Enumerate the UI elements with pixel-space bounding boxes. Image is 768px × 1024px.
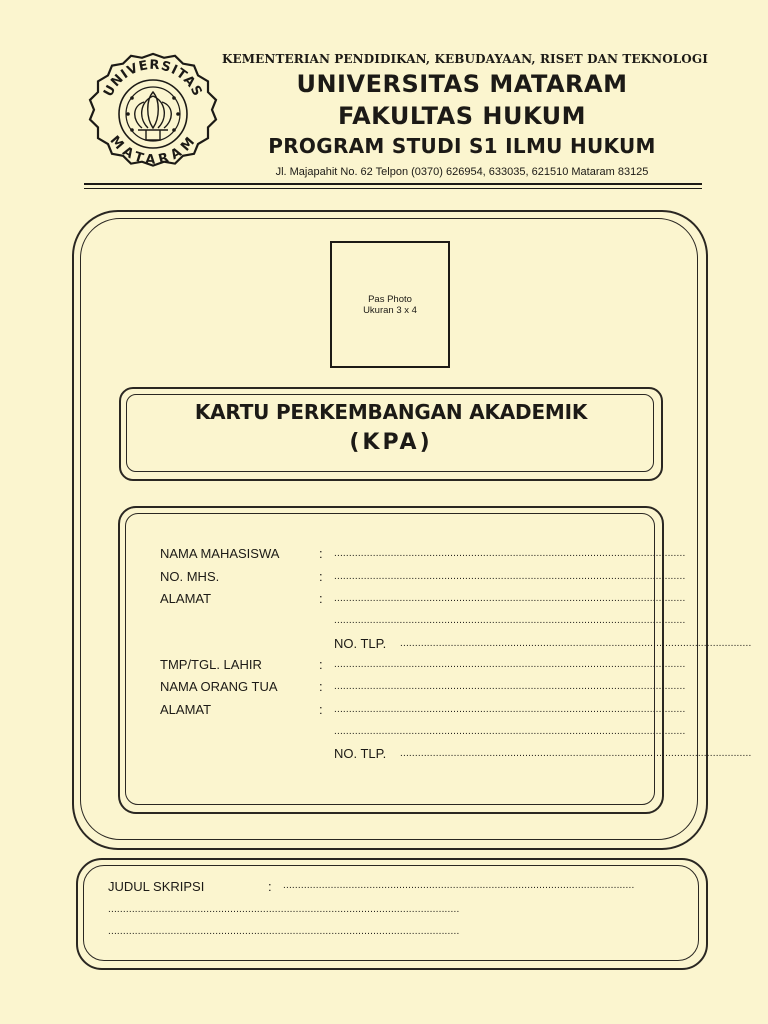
photo-label: Pas Photo (368, 294, 412, 305)
thesis-title-input[interactable]: ...................................................................................................................... (283, 880, 635, 891)
photo-size-label: Ukuran 3 x 4 (363, 305, 417, 316)
university-seal-icon (86, 52, 220, 172)
photo-box[interactable] (330, 241, 450, 368)
ministry-name: KEMENTERIAN PENDIDIKAN, KEBUDAYAAN, RISET DAN TEKNOLOGI (222, 52, 708, 66)
field-colon: : (319, 679, 323, 694)
field-input-tmp-tgl-lahir[interactable]: ...................................................................................................................... (334, 659, 686, 670)
card-title: KARTU PERKEMBANGAN AKADEMIK (194, 400, 588, 424)
thesis-title-label: JUDUL SKRIPSI (108, 879, 205, 894)
field-label-no-mhs: NO. MHS. (160, 569, 220, 584)
logo-text-bottom: MATARAM (106, 133, 200, 168)
field-input-alamat-orang-tua-line2[interactable]: ...................................................................................................................... (334, 726, 686, 737)
field-label-tmp-tgl-lahir: TMP/TGL. LAHIR (160, 657, 262, 672)
university-logo (86, 52, 220, 172)
field-label-no-tlp-orang-tua: NO. TLP. (334, 746, 387, 761)
field-input-no-tlp[interactable]: ...................................................................................................................... (400, 638, 752, 649)
field-colon: : (319, 657, 323, 672)
field-label-nama-mahasiswa: NAMA MAHASISWA (160, 546, 280, 561)
field-input-no-mhs[interactable]: ...................................................................................................................... (334, 571, 686, 582)
header-rule-thin (84, 188, 702, 189)
field-label-nama-orang-tua: NAMA ORANG TUA (160, 679, 278, 694)
field-input-alamat-orang-tua[interactable]: ...................................................................................................................... (334, 704, 686, 715)
field-input-no-tlp-orang-tua[interactable]: ...................................................................................................................... (400, 748, 752, 759)
field-label-alamat: ALAMAT (160, 591, 212, 606)
field-label-no-tlp: NO. TLP. (334, 636, 387, 651)
faculty-name: FAKULTAS HUKUM (337, 102, 587, 130)
card-abbreviation: (KPA) (349, 430, 433, 455)
field-input-alamat[interactable]: ...................................................................................................................... (334, 593, 686, 604)
field-colon: : (319, 546, 323, 561)
field-colon: : (319, 591, 323, 606)
thesis-title-input-line3[interactable]: ...................................................................................................................... (108, 926, 460, 937)
thesis-title-input-line2[interactable]: ...................................................................................................................... (108, 904, 460, 915)
field-input-alamat-line2[interactable]: ...................................................................................................................... (334, 615, 686, 626)
logo-text-top: UNIVERSITAS (101, 57, 205, 100)
field-colon: : (319, 569, 323, 584)
university-name: UNIVERSITAS MATARAM (296, 70, 628, 98)
thesis-colon: : (268, 879, 272, 894)
program-name: PROGRAM STUDI S1 ILMU HUKUM (268, 134, 656, 158)
svg-text:MATARAM (107, 133, 200, 168)
header-rule-thick (84, 183, 702, 185)
field-input-nama-mahasiswa[interactable]: ...................................................................................................................... (334, 548, 686, 559)
field-colon: : (319, 702, 323, 717)
field-label-alamat-orang-tua: ALAMAT (160, 702, 212, 717)
field-input-nama-orang-tua[interactable]: ...................................................................................................................... (334, 681, 686, 692)
address-line: Jl. Majapahit No. 62 Telpon (0370) 626954, 633035, 621510 Mataram 83125 (275, 166, 649, 178)
